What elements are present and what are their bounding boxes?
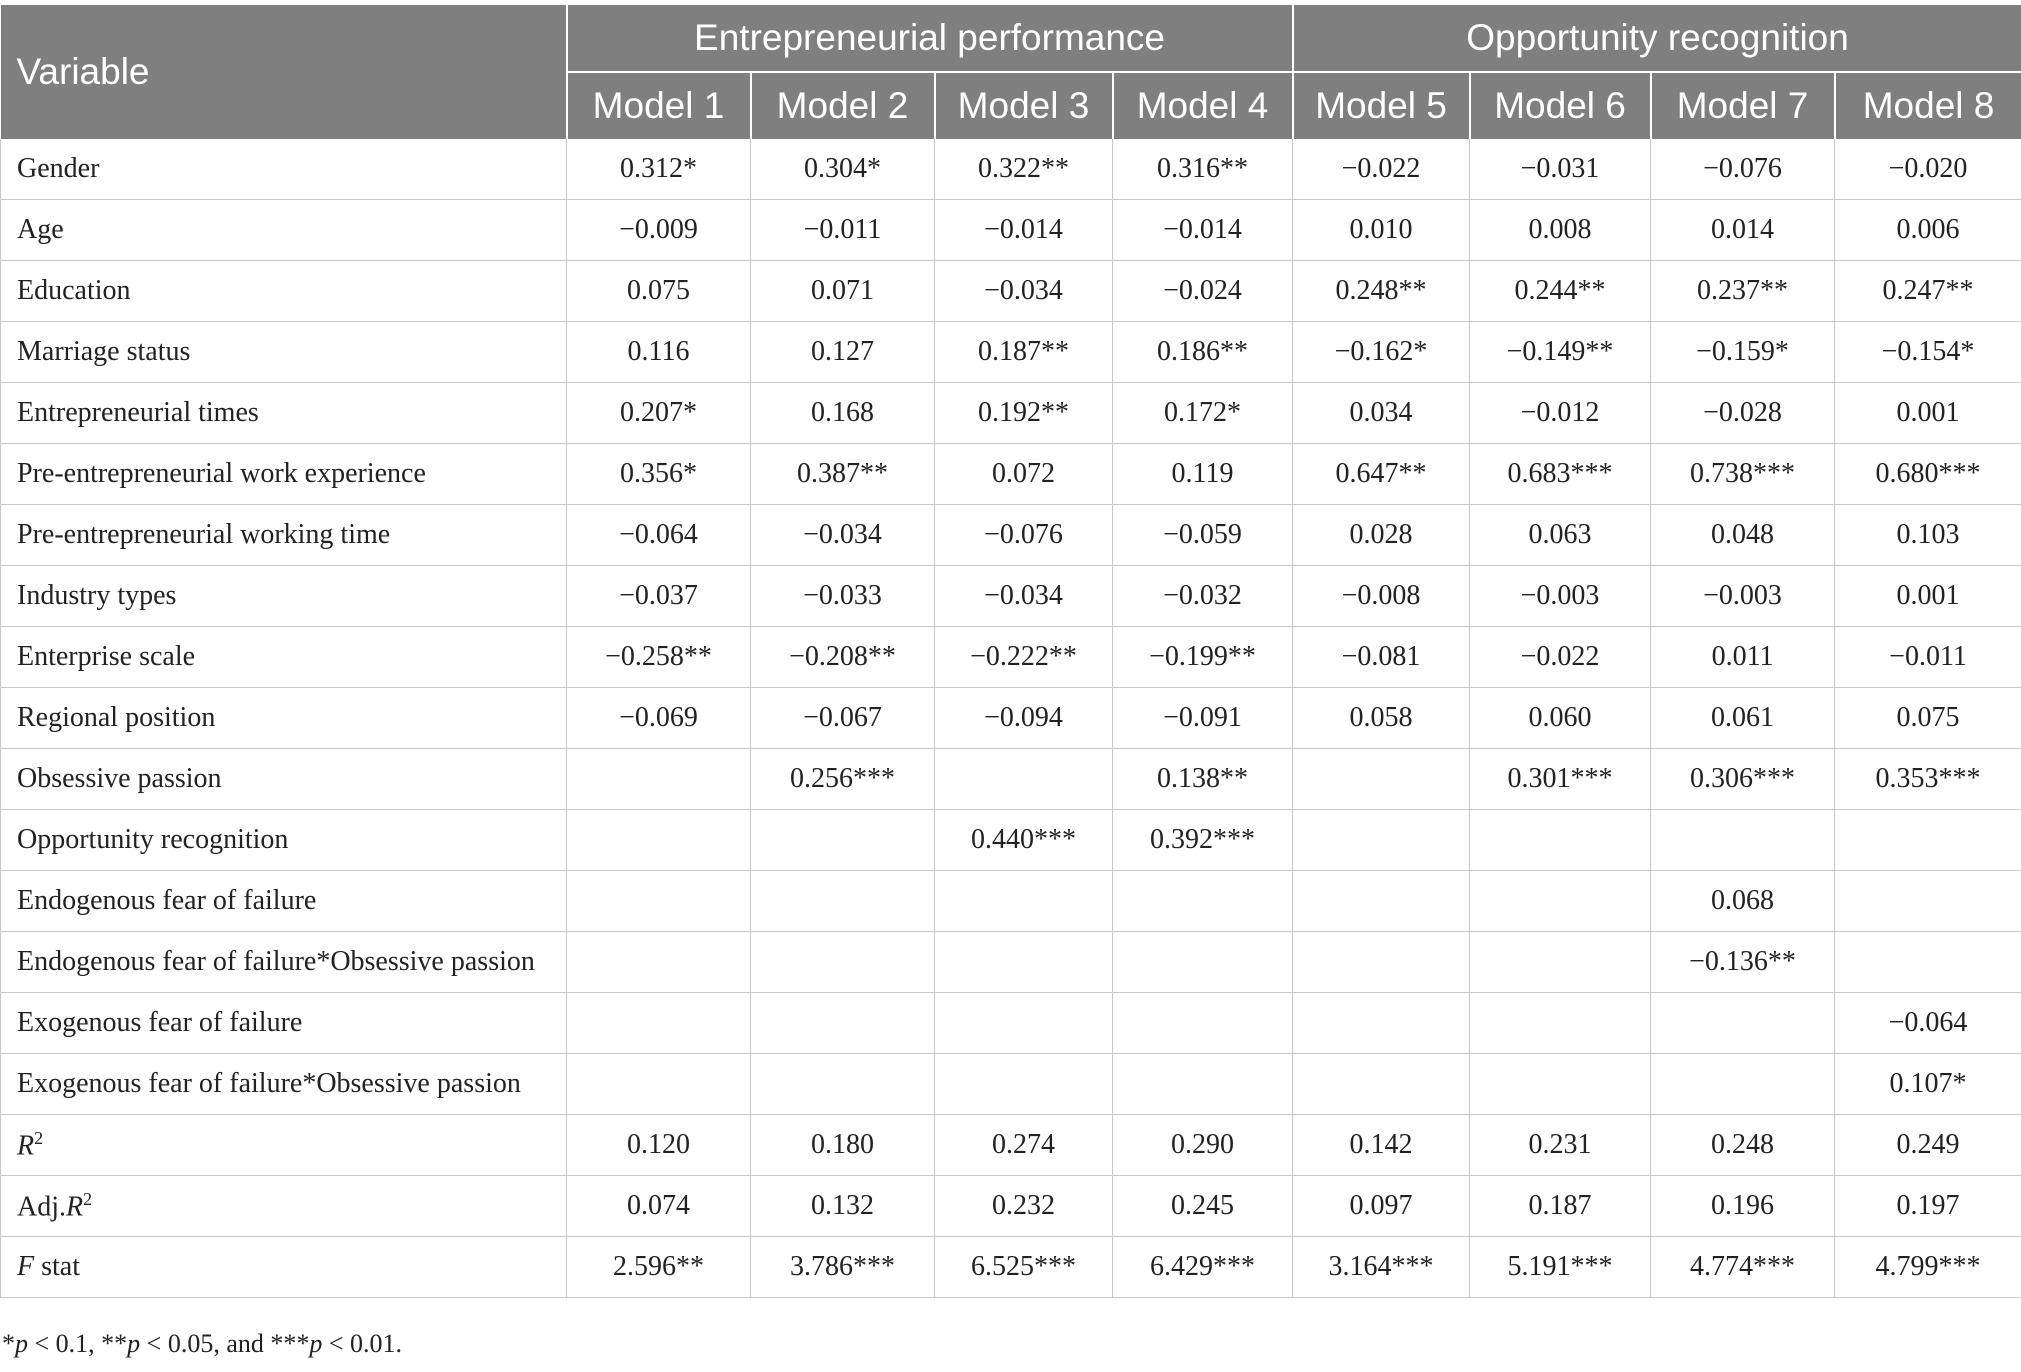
table-cell: 0.127 [751,322,935,383]
table-cell: −0.162* [1293,322,1470,383]
table-cell: 0.061 [1651,688,1835,749]
table-cell: −0.022 [1470,627,1651,688]
table-cell: 0.097 [1293,1176,1470,1237]
table-cell: 0.392*** [1113,810,1293,871]
table-cell: −0.009 [567,200,751,261]
table-cell: 0.248 [1651,1115,1835,1176]
table-cell: 0.008 [1470,200,1651,261]
table-cell: 0.207* [567,383,751,444]
table-cell: 0.075 [567,261,751,322]
table-cell [567,871,751,932]
group-header-entrepreneurial-performance: Entrepreneurial performance [567,5,1293,72]
table-cell: 0.247** [1835,261,2021,322]
table-cell: −0.091 [1113,688,1293,749]
table-cell [1470,871,1651,932]
table-row [1,871,2021,932]
table-cell: 0.304* [751,139,935,200]
table-cell [1293,749,1470,810]
row-label: $R^2$ [1,1115,567,1176]
table-cell: 0.172* [1113,383,1293,444]
table-cell: 0.001 [1835,383,2021,444]
table-cell: 2.596** [567,1237,751,1298]
table-cell: 0.680*** [1835,444,2021,505]
group-header-row [1,5,2021,72]
table-cell: −0.136** [1651,932,1835,993]
table-container [0,5,2021,1298]
table-cell: −0.022 [1293,139,1470,200]
table-row [1,993,2021,1054]
table-cell: −0.064 [567,505,751,566]
model-header: Model 2 [751,72,935,139]
table-cell [935,1054,1113,1115]
table-cell: 6.429*** [1113,1237,1293,1298]
model-header: Model 6 [1470,72,1651,139]
table-cell [1293,1054,1470,1115]
row-label: Exogenous fear of failure [1,993,567,1054]
row-label: Exogenous fear of failure*Obsessive passion [1,1054,567,1115]
table-cell: 0.306*** [1651,749,1835,810]
row-label: Obsessive passion [1,749,567,810]
table-cell [567,932,751,993]
table-row [1,505,2021,566]
table-row [1,261,2021,322]
table-cell: 0.103 [1835,505,2021,566]
table-cell [567,810,751,871]
table-cell: −0.081 [1293,627,1470,688]
row-label: Age [1,200,567,261]
table-cell: 0.132 [751,1176,935,1237]
table-cell: 0.034 [1293,383,1470,444]
table-cell [1293,993,1470,1054]
table-row [1,1054,2021,1115]
table-cell: −0.159* [1651,322,1835,383]
table-cell: 0.647** [1293,444,1470,505]
table-body [1,139,2021,1298]
table-cell: 0.180 [751,1115,935,1176]
table-cell [751,932,935,993]
model-header: Model 1 [567,72,751,139]
table-cell: 0.119 [1113,444,1293,505]
table-cell [567,749,751,810]
table-cell [1835,932,2021,993]
table-cell: 0.312* [567,139,751,200]
model-header: Model 8 [1835,72,2021,139]
table-cell [935,871,1113,932]
table-cell: 0.074 [567,1176,751,1237]
table-cell [935,749,1113,810]
table-cell: 0.738*** [1651,444,1835,505]
row-label: Regional position [1,688,567,749]
table-footnote: *p < 0.1, **p < 0.05, and ***p < 0.01. [2,1329,403,1358]
table-row [1,1115,2021,1176]
table-cell: 0.274 [935,1115,1113,1176]
row-label: Endogenous fear of failure [1,871,567,932]
row-label: Marriage status [1,322,567,383]
table-cell: −0.034 [751,505,935,566]
table-cell [751,993,935,1054]
table-cell: 0.683*** [1470,444,1651,505]
table-cell: 0.014 [1651,200,1835,261]
table-cell: −0.020 [1835,139,2021,200]
table-cell: 0.187 [1470,1176,1651,1237]
table-cell: 0.075 [1835,688,2021,749]
table-cell: 0.010 [1293,200,1470,261]
table-cell [751,871,935,932]
table-cell: −0.199** [1113,627,1293,688]
table-cell: 6.525*** [935,1237,1113,1298]
table-cell [1835,871,2021,932]
table-cell: 0.244** [1470,261,1651,322]
table-cell: 0.290 [1113,1115,1293,1176]
table-row [1,322,2021,383]
table-row [1,1176,2021,1237]
table-cell: 0.231 [1470,1115,1651,1176]
table-cell: −0.222** [935,627,1113,688]
table-cell: 5.191*** [1470,1237,1651,1298]
row-label: Industry types [1,566,567,627]
row-label: F stat [1,1237,567,1298]
table-cell: −0.011 [751,200,935,261]
table-cell: −0.064 [1835,993,2021,1054]
table-cell: 0.063 [1470,505,1651,566]
table-cell: 0.116 [567,322,751,383]
table-cell: −0.076 [1651,139,1835,200]
table-cell: 0.187** [935,322,1113,383]
table-row [1,810,2021,871]
table-cell: −0.014 [1113,200,1293,261]
table-cell: 0.237** [1651,261,1835,322]
table-cell: 3.164*** [1293,1237,1470,1298]
table-cell: −0.154* [1835,322,2021,383]
table-cell: 0.028 [1293,505,1470,566]
table-cell [1293,871,1470,932]
table-cell: 0.301*** [1470,749,1651,810]
table-cell: 0.249 [1835,1115,2021,1176]
table-cell [935,993,1113,1054]
table-cell: 0.322** [935,139,1113,200]
table-cell [751,1054,935,1115]
model-header: Model 7 [1651,72,1835,139]
table-cell: 0.316** [1113,139,1293,200]
row-label: Education [1,261,567,322]
table-cell: 0.196 [1651,1176,1835,1237]
table-cell: 0.168 [751,383,935,444]
table-row [1,932,2021,993]
table-row [1,688,2021,749]
table-cell: 4.774*** [1651,1237,1835,1298]
table-cell: −0.003 [1651,566,1835,627]
table-cell: −0.032 [1113,566,1293,627]
table-row [1,627,2021,688]
table-cell: −0.024 [1113,261,1293,322]
table-cell: −0.033 [751,566,935,627]
table-cell [1651,1054,1835,1115]
table-cell: −0.012 [1470,383,1651,444]
table-row [1,566,2021,627]
table-cell: −0.028 [1651,383,1835,444]
table-cell [1470,932,1651,993]
table-cell: −0.059 [1113,505,1293,566]
table-cell: −0.067 [751,688,935,749]
table-cell: 0.186** [1113,322,1293,383]
table-cell [1835,810,2021,871]
row-label: Pre-entrepreneurial work experience [1,444,567,505]
table-cell [1293,932,1470,993]
table-cell: 0.138** [1113,749,1293,810]
table-cell: 0.058 [1293,688,1470,749]
table-cell: 0.440*** [935,810,1113,871]
table-cell: −0.003 [1470,566,1651,627]
table-cell: −0.094 [935,688,1113,749]
table-cell: 0.120 [567,1115,751,1176]
table-cell [567,1054,751,1115]
table-cell [935,932,1113,993]
table-cell: 0.068 [1651,871,1835,932]
table-cell: 0.197 [1835,1176,2021,1237]
model-header: Model 4 [1113,72,1293,139]
table-cell [1293,810,1470,871]
model-header: Model 5 [1293,72,1470,139]
table-cell: 4.799*** [1835,1237,2021,1298]
table-cell: 0.048 [1651,505,1835,566]
variable-header: Variable [1,5,567,139]
table-row [1,749,2021,810]
row-label: Enterprise scale [1,627,567,688]
table-cell: 0.006 [1835,200,2021,261]
table-cell: −0.011 [1835,627,2021,688]
table-cell [1470,993,1651,1054]
table-header [1,5,2021,139]
table-cell: −0.034 [935,566,1113,627]
table-cell: −0.008 [1293,566,1470,627]
table-cell [1113,932,1293,993]
table-cell: −0.258** [567,627,751,688]
table-cell: 0.353*** [1835,749,2021,810]
table-cell [567,993,751,1054]
table-cell: 0.107* [1835,1054,2021,1115]
table-cell [1470,810,1651,871]
table-cell [1651,993,1835,1054]
table-row [1,139,2021,200]
table-cell: 0.256*** [751,749,935,810]
table-row [1,1237,2021,1298]
table-cell: 3.786*** [751,1237,935,1298]
row-label: Pre-entrepreneurial working time [1,505,567,566]
table-cell: 0.072 [935,444,1113,505]
table-cell: −0.149** [1470,322,1651,383]
table-cell: 0.071 [751,261,935,322]
table-cell [1651,810,1835,871]
table-row [1,444,2021,505]
table-cell: −0.069 [567,688,751,749]
table-row [1,200,2021,261]
table-row [1,383,2021,444]
table-cell: 0.245 [1113,1176,1293,1237]
table-cell: 0.387** [751,444,935,505]
table-cell: −0.014 [935,200,1113,261]
table-cell: 0.011 [1651,627,1835,688]
table-cell [1470,1054,1651,1115]
regression-table [0,5,2021,1298]
table-cell [1113,1054,1293,1115]
row-label: $Adj.R^2$ [1,1176,567,1237]
row-label: Gender [1,139,567,200]
group-header-opportunity-recognition: Opportunity recognition [1293,5,2021,72]
table-cell: −0.037 [567,566,751,627]
model-header: Model 3 [935,72,1113,139]
table-cell: 0.356* [567,444,751,505]
table-cell: 0.248** [1293,261,1470,322]
table-cell: −0.076 [935,505,1113,566]
table-cell: −0.034 [935,261,1113,322]
table-cell: 0.232 [935,1176,1113,1237]
table-cell: 0.142 [1293,1115,1470,1176]
table-cell [751,810,935,871]
table-cell: 0.192** [935,383,1113,444]
table-cell: −0.031 [1470,139,1651,200]
row-label: Endogenous fear of failure*Obsessive passion [1,932,567,993]
row-label: Entrepreneurial times [1,383,567,444]
table-cell: −0.208** [751,627,935,688]
table-cell [1113,871,1293,932]
table-cell: 0.060 [1470,688,1651,749]
table-cell [1113,993,1293,1054]
row-label: Opportunity recognition [1,810,567,871]
table-cell: 0.001 [1835,566,2021,627]
